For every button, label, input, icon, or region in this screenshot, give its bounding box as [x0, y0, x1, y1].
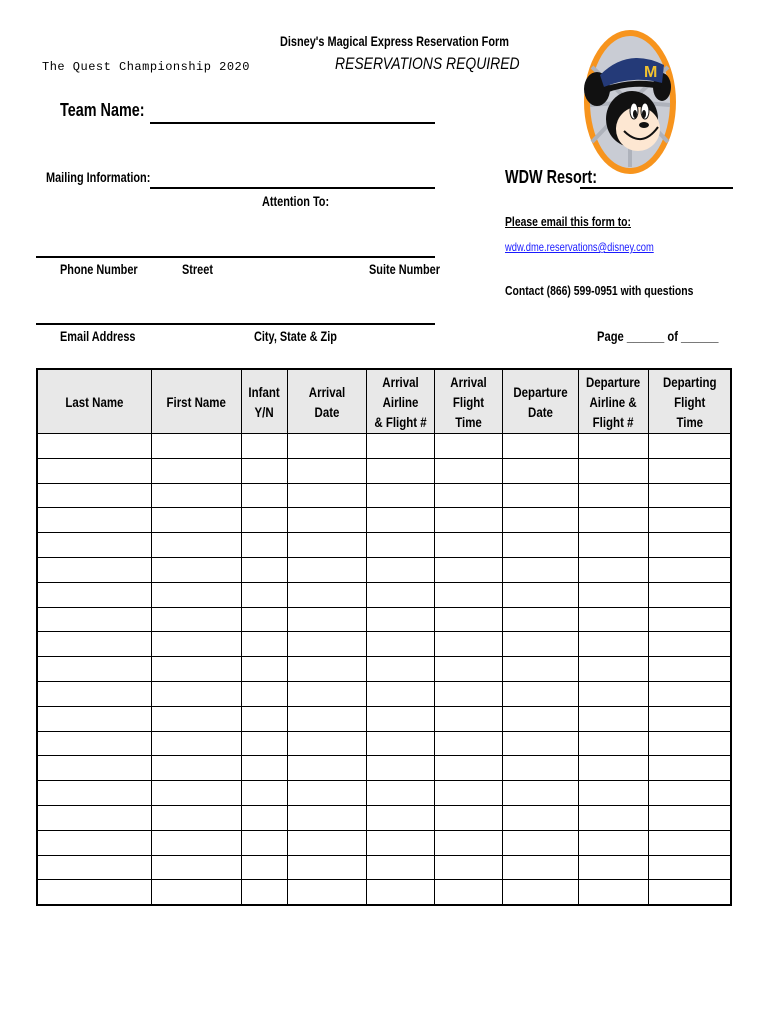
table-cell[interactable] [502, 557, 578, 582]
table-cell[interactable] [366, 880, 434, 905]
table-cell[interactable] [241, 434, 287, 459]
table-row [37, 508, 731, 533]
table-cell[interactable] [366, 731, 434, 756]
table-cell[interactable] [287, 830, 366, 855]
table-cell[interactable] [366, 582, 434, 607]
table-cell[interactable] [578, 756, 648, 781]
table-cell[interactable] [37, 533, 151, 558]
table-cell[interactable] [37, 434, 151, 459]
column-header: Arrival Airline & Flight # [366, 369, 434, 434]
table-cell[interactable] [151, 632, 241, 657]
table-cell[interactable] [578, 830, 648, 855]
table-row [37, 706, 731, 731]
table-cell[interactable] [366, 533, 434, 558]
table-cell[interactable] [502, 657, 578, 682]
table-cell[interactable] [648, 533, 731, 558]
table-cell[interactable] [502, 781, 578, 806]
table-cell[interactable] [502, 731, 578, 756]
table-cell[interactable] [578, 557, 648, 582]
table-cell[interactable] [37, 657, 151, 682]
table-cell[interactable] [287, 855, 366, 880]
table-cell[interactable] [648, 781, 731, 806]
table-cell[interactable] [241, 458, 287, 483]
team-name-label: Team Name: [60, 100, 145, 120]
table-cell[interactable] [37, 607, 151, 632]
table-cell[interactable] [648, 458, 731, 483]
table-cell[interactable] [287, 607, 366, 632]
table-cell[interactable] [648, 582, 731, 607]
table-row [37, 880, 731, 905]
table-cell[interactable] [578, 508, 648, 533]
column-header: Arrival Date [287, 369, 366, 434]
table-cell[interactable] [434, 533, 502, 558]
table-cell[interactable] [578, 434, 648, 459]
table-cell[interactable] [434, 582, 502, 607]
table-cell[interactable] [151, 681, 241, 706]
city-state-zip-label: City, State & Zip [254, 328, 337, 344]
table-cell[interactable] [37, 880, 151, 905]
table-cell[interactable] [151, 830, 241, 855]
table-cell[interactable] [287, 458, 366, 483]
table-cell[interactable] [434, 731, 502, 756]
table-row [37, 805, 731, 830]
table-cell[interactable] [502, 458, 578, 483]
table-cell[interactable] [366, 855, 434, 880]
table-cell[interactable] [151, 434, 241, 459]
table-cell[interactable] [241, 557, 287, 582]
table-cell[interactable] [37, 855, 151, 880]
table-cell[interactable] [434, 508, 502, 533]
table-cell[interactable] [578, 855, 648, 880]
table-cell[interactable] [434, 557, 502, 582]
table-cell[interactable] [648, 756, 731, 781]
table-cell[interactable] [502, 607, 578, 632]
table-cell[interactable] [648, 880, 731, 905]
table-cell[interactable] [578, 657, 648, 682]
table-cell[interactable] [241, 731, 287, 756]
table-cell[interactable] [578, 706, 648, 731]
table-cell[interactable] [434, 706, 502, 731]
page-count: Page ______ of ______ [597, 328, 719, 344]
table-cell[interactable] [648, 632, 731, 657]
table-cell[interactable] [434, 483, 502, 508]
column-header: Arrival Flight Time [434, 369, 502, 434]
table-cell[interactable] [151, 756, 241, 781]
street-label: Street [182, 261, 213, 277]
table-cell[interactable] [287, 756, 366, 781]
table-cell[interactable] [502, 880, 578, 905]
table-cell[interactable] [37, 756, 151, 781]
table-cell[interactable] [502, 582, 578, 607]
table-row [37, 533, 731, 558]
table-cell[interactable] [241, 533, 287, 558]
table-row [37, 607, 731, 632]
column-header: Last Name [37, 369, 151, 434]
table-cell[interactable] [578, 681, 648, 706]
table-cell[interactable] [287, 731, 366, 756]
table-row [37, 632, 731, 657]
reservation-table [36, 368, 732, 906]
table-cell[interactable] [151, 557, 241, 582]
table-cell[interactable] [578, 632, 648, 657]
table-cell[interactable] [287, 434, 366, 459]
table-cell[interactable] [434, 657, 502, 682]
table-cell[interactable] [434, 756, 502, 781]
mailing-information-label: Mailing Information: [46, 169, 151, 185]
table-row [37, 781, 731, 806]
table-cell[interactable] [287, 483, 366, 508]
table-cell[interactable] [366, 706, 434, 731]
contact-phone-text: Contact (866) 599-0951 with questions [505, 283, 694, 298]
table-cell[interactable] [578, 880, 648, 905]
table-cell[interactable] [151, 731, 241, 756]
table-cell[interactable] [434, 607, 502, 632]
table-cell[interactable] [648, 855, 731, 880]
table-cell[interactable] [241, 781, 287, 806]
table-cell[interactable] [502, 830, 578, 855]
table-cell[interactable] [366, 483, 434, 508]
table-cell[interactable] [241, 805, 287, 830]
table-cell[interactable] [241, 657, 287, 682]
event-name: The Quest Championship 2020 [42, 60, 250, 74]
table-cell[interactable] [287, 706, 366, 731]
table-cell[interactable] [578, 781, 648, 806]
table-cell[interactable] [37, 830, 151, 855]
table-cell[interactable] [151, 706, 241, 731]
table-cell[interactable] [366, 830, 434, 855]
table-cell[interactable] [151, 582, 241, 607]
table-cell[interactable] [241, 508, 287, 533]
table-cell[interactable] [502, 632, 578, 657]
table-cell[interactable] [648, 434, 731, 459]
table-cell[interactable] [287, 657, 366, 682]
attention-to-label: Attention To: [262, 193, 330, 209]
form-title: Disney's Magical Express Reservation Form [280, 33, 509, 49]
table-cell[interactable] [241, 582, 287, 607]
table-cell[interactable] [434, 781, 502, 806]
table-cell[interactable] [434, 830, 502, 855]
column-header: Departure Date [502, 369, 578, 434]
table-cell[interactable] [502, 756, 578, 781]
table-cell[interactable] [648, 607, 731, 632]
column-header: Departing Flight Time [648, 369, 731, 434]
table-cell[interactable] [578, 582, 648, 607]
table-cell[interactable] [37, 632, 151, 657]
mickey-mouse-driver-cap-logo [582, 27, 678, 177]
form-subtitle: RESERVATIONS REQUIRED [335, 54, 520, 73]
table-row [37, 434, 731, 459]
table-header-row [37, 369, 731, 434]
phone-number-label: Phone Number [60, 261, 138, 277]
table-cell[interactable] [287, 781, 366, 806]
table-cell[interactable] [151, 880, 241, 905]
team-name-field[interactable] [150, 122, 435, 124]
table-cell[interactable] [578, 533, 648, 558]
table-cell[interactable] [37, 557, 151, 582]
table-cell[interactable] [502, 533, 578, 558]
table-cell[interactable] [648, 731, 731, 756]
table-row [37, 830, 731, 855]
table-cell[interactable] [366, 607, 434, 632]
table-cell[interactable] [434, 855, 502, 880]
email-city-field[interactable] [36, 323, 435, 325]
suite-number-label: Suite Number [369, 261, 440, 277]
table-body [37, 434, 731, 906]
table-cell[interactable] [648, 508, 731, 533]
table-cell[interactable] [578, 483, 648, 508]
table-cell[interactable] [241, 706, 287, 731]
table-cell[interactable] [151, 805, 241, 830]
table-cell[interactable] [241, 855, 287, 880]
table-cell[interactable] [366, 434, 434, 459]
table-cell[interactable] [151, 607, 241, 632]
table-cell[interactable] [648, 830, 731, 855]
table-cell[interactable] [287, 508, 366, 533]
table-row [37, 731, 731, 756]
table-cell[interactable] [366, 681, 434, 706]
table-cell[interactable] [648, 706, 731, 731]
table-cell[interactable] [578, 805, 648, 830]
table-cell[interactable] [151, 657, 241, 682]
email-instruction: Please email this form to: [505, 214, 631, 229]
table-cell[interactable] [287, 632, 366, 657]
table-cell[interactable] [287, 557, 366, 582]
table-cell[interactable] [151, 533, 241, 558]
table-cell[interactable] [37, 681, 151, 706]
table-cell[interactable] [434, 805, 502, 830]
table-cell[interactable] [648, 805, 731, 830]
table-cell[interactable] [151, 483, 241, 508]
table-cell[interactable] [241, 880, 287, 905]
table-cell[interactable] [502, 483, 578, 508]
table-cell[interactable] [37, 508, 151, 533]
table-cell[interactable] [151, 855, 241, 880]
table-cell[interactable] [37, 781, 151, 806]
table-cell[interactable] [37, 706, 151, 731]
table-row [37, 557, 731, 582]
email-address-label: Email Address [60, 328, 136, 344]
table-cell[interactable] [287, 880, 366, 905]
table-cell[interactable] [366, 756, 434, 781]
table-row [37, 483, 731, 508]
table-cell[interactable] [366, 632, 434, 657]
table-cell[interactable] [241, 483, 287, 508]
table-cell[interactable] [434, 880, 502, 905]
table-cell[interactable] [287, 582, 366, 607]
table-cell[interactable] [366, 508, 434, 533]
table-cell[interactable] [578, 731, 648, 756]
phone-street-suite-field[interactable] [36, 256, 435, 258]
table-cell[interactable] [241, 632, 287, 657]
table-row [37, 855, 731, 880]
table-cell[interactable] [287, 805, 366, 830]
svg-text:M: M [644, 64, 658, 81]
table-cell[interactable] [366, 805, 434, 830]
table-cell[interactable] [241, 607, 287, 632]
table-cell[interactable] [578, 607, 648, 632]
table-cell[interactable] [648, 681, 731, 706]
table-cell[interactable] [578, 458, 648, 483]
email-link[interactable]: wdw.dme.reservations@disney.com [505, 240, 654, 254]
table-cell[interactable] [502, 681, 578, 706]
table-row [37, 582, 731, 607]
table-row [37, 756, 731, 781]
column-header: First Name [151, 369, 241, 434]
column-header: Departure Airline & Flight # [578, 369, 648, 434]
table-cell[interactable] [241, 756, 287, 781]
table-cell[interactable] [502, 805, 578, 830]
table-cell[interactable] [37, 483, 151, 508]
table-row [37, 657, 731, 682]
column-header: Infant Y/N [241, 369, 287, 434]
table-cell[interactable] [366, 657, 434, 682]
wdw-resort-label: WDW Resort: [505, 167, 597, 187]
table-cell[interactable] [241, 830, 287, 855]
table-cell[interactable] [434, 632, 502, 657]
table-cell[interactable] [502, 508, 578, 533]
table-cell[interactable] [648, 483, 731, 508]
table-cell[interactable] [434, 434, 502, 459]
table-row [37, 458, 731, 483]
table-cell[interactable] [366, 458, 434, 483]
table-row [37, 681, 731, 706]
table-cell[interactable] [151, 458, 241, 483]
table-cell[interactable] [287, 533, 366, 558]
table-cell[interactable] [366, 557, 434, 582]
table-cell[interactable] [434, 681, 502, 706]
table-cell[interactable] [366, 781, 434, 806]
table-cell[interactable] [37, 805, 151, 830]
table-cell[interactable] [287, 681, 366, 706]
table-cell[interactable] [648, 557, 731, 582]
table-cell[interactable] [37, 731, 151, 756]
table-cell[interactable] [37, 458, 151, 483]
table-cell[interactable] [37, 582, 151, 607]
table-cell[interactable] [151, 508, 241, 533]
table-cell[interactable] [241, 681, 287, 706]
mailing-information-field[interactable] [150, 187, 435, 189]
table-cell[interactable] [502, 706, 578, 731]
table-cell[interactable] [434, 458, 502, 483]
wdw-resort-field[interactable] [580, 187, 733, 189]
table-cell[interactable] [502, 434, 578, 459]
table-cell[interactable] [502, 855, 578, 880]
table-cell[interactable] [151, 781, 241, 806]
table-cell[interactable] [648, 657, 731, 682]
